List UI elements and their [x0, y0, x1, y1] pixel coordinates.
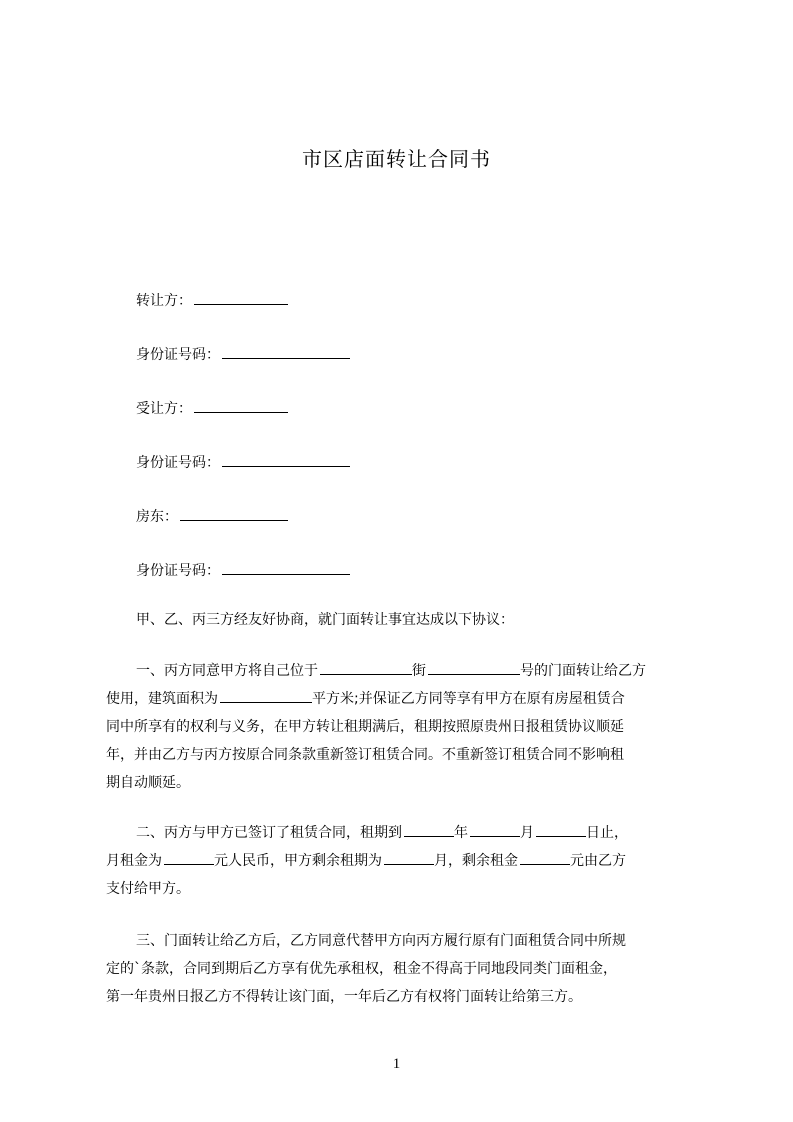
clause-1-text: 街 [412, 663, 426, 679]
clause-1 [106, 657, 706, 797]
clause-2-text: 二、丙方与甲方已签订了租赁合同，租期到 [136, 825, 402, 841]
transferor-blank [194, 290, 288, 305]
transferor-id-blank [222, 344, 350, 359]
clause-1-line [106, 685, 706, 713]
clause-1-text: 平方米;并保证乙方同等享有甲方在原有房屋租赁合 [312, 691, 625, 707]
clause-3-line: 第一年贵州日报乙方不得转让该门面，一年后乙方有权将门面转让给第三方。 [106, 989, 582, 1005]
day-blank [536, 822, 586, 837]
clause-1-text: 使用，建筑面积为 [106, 691, 218, 707]
remaining-rent-blank [520, 850, 570, 865]
clause-3-line: 定的`条款，合同到期后乙方享有优先承租权，租金不得高于同地段同类门面租金， [106, 961, 617, 977]
page-number: 1 [392, 1056, 401, 1072]
clause-1-text: 一、丙方同意甲方将自己位于 [136, 663, 318, 679]
clause-2-line [106, 847, 706, 875]
area-blank [220, 688, 312, 703]
number-blank [428, 660, 520, 675]
landlord-label: 房东： [136, 509, 178, 525]
clause-2-text: 月租金为 [106, 853, 162, 869]
landlord-id-label: 身份证号码： [136, 563, 220, 579]
landlord-field [136, 506, 288, 527]
clause-2-text: 年 [454, 825, 468, 841]
landlord-id-blank [222, 560, 350, 575]
landlord-blank [180, 506, 288, 521]
transferor-id-field [136, 344, 350, 365]
street-blank [320, 660, 412, 675]
clause-2 [106, 819, 706, 903]
clause-3 [106, 927, 706, 1011]
clause-2-text: 月，剩余租金 [434, 853, 518, 869]
transferor-id-label: 身份证号码： [136, 347, 220, 363]
transferee-label: 受让方： [136, 401, 192, 417]
clause-2-text: 月 [520, 825, 534, 841]
clause-1-line: 同中所享有的权利与义务，在甲方转让租期满后，租期按照原贵州日报租赁协议顺延 [106, 719, 624, 735]
transferee-field [136, 398, 288, 419]
clause-1-line: 年，并由乙方与丙方按原合同条款重新签订租赁合同。不重新签订租赁合同不影响租 [106, 747, 624, 763]
clause-2-text: 元由乙方 [570, 853, 626, 869]
clause-2-line [106, 819, 706, 847]
transferor-label: 转让方： [136, 293, 192, 309]
transferee-blank [194, 398, 288, 413]
clause-2-line: 支付给甲方。 [106, 881, 190, 897]
month-blank [470, 822, 520, 837]
clause-1-line [106, 657, 706, 685]
monthly-rent-blank [164, 850, 214, 865]
transferor-field [136, 290, 288, 311]
clause-3-line: 三、门面转让给乙方后，乙方同意代替甲方向丙方履行原有门面租赁合同中所规 [136, 933, 626, 949]
intro-paragraph: 甲、乙、丙三方经友好协商，就门面转让事宜达成以下协议： [136, 612, 514, 628]
transferee-id-label: 身份证号码： [136, 455, 220, 471]
remaining-term-blank [384, 850, 434, 865]
clause-2-text: 元人民币，甲方剩余租期为 [214, 853, 382, 869]
transferee-id-field [136, 452, 350, 473]
year-blank [404, 822, 454, 837]
clause-1-line: 期自动顺延。 [106, 775, 190, 791]
document-title: 市区店面转让合同书 [302, 147, 491, 171]
clause-2-text: 日止， [586, 825, 628, 841]
transferee-id-blank [222, 452, 350, 467]
clause-1-text: 号的门面转让给乙方 [520, 663, 646, 679]
landlord-id-field [136, 560, 350, 581]
